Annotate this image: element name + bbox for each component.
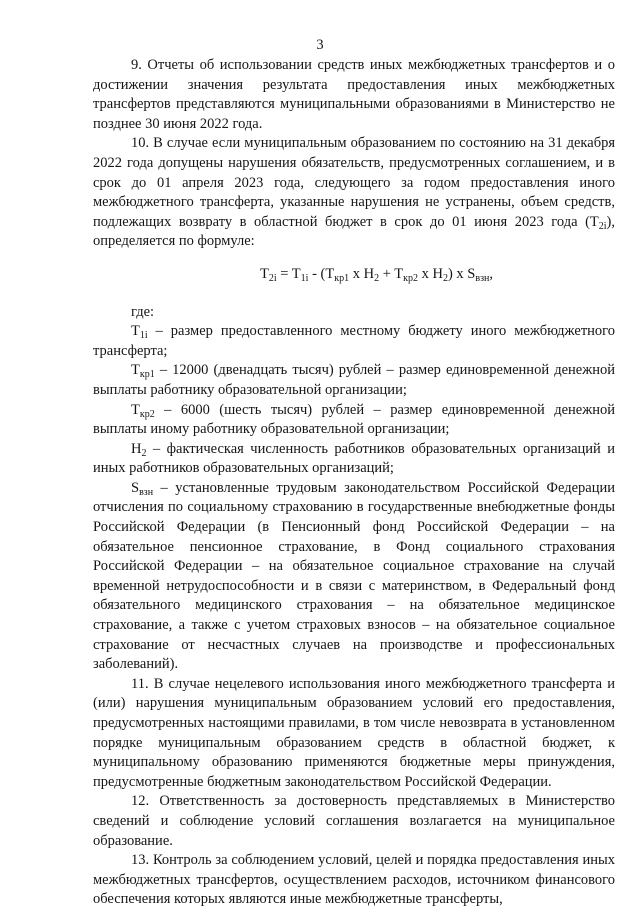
document-body [93,56,615,910]
definition-t1: $T_{1i}$ – размер предоставленного местному бюджету иного межбюджетного трансферта; [93,323,615,359]
paragraph-13: 13. Контроль за соблюдением условий, целей и порядка предоставления иных межбюджетных трансфертов, осуществлением расходов, источником финансового обеспечения которых являются иные межбюджетные трансферты, [93,852,615,908]
paragraph-10-subscript: 2i [598,220,607,232]
paragraph-10-end: ), определяется по формуле: [93,213,615,250]
definition-svzn: $S_{взн}$ – установленные трудовым законодательством Российской Федерации отчисления по социальному страхованию в государственные внебюджетные фонды Российской Федерации (в Пенсионный фонд Российской Федерации – на обязательное пенсионное страхование, в Фонд социального страхования Российской Федерации – на обязательное социальное страхование на случай временной нетрудоспособности и в связи с материнством, в Федеральный фонд обязательного медицинского страхования – на обязательное медицинское страхование, а также с учетом страховых взносов – на обязательное социальное страхование от несчастных случаев на производстве и профессиональных заболеваний). [93,479,615,673]
page-number: 3 [316,37,324,53]
definition-tkr2: $T_{кр2} - 6000$ (шесть тысяч) рублей – размер единовременной денежной выплаты иному работнику образовательной организации; [93,401,615,438]
paragraph-10-text: 10. В случае если муниципальным образованием по состоянию на 31 декабря 2022 года допущены нарушения обязательств, предусмотренных соглашением, и в срок до 01 апреля 2023 года, следующего за годом предоставления иного межбюджетного трансферта, указанные нарушения не устранены, объем средств, подлежащих возврату в областной бюджет в срок до 01 июня 2023 года (T [93,135,615,230]
formula: $T_{2i} = T_{1i} - (T_{кр1}$ x $H_2 + T_{кр2}$ x $H_2$) x $S_{взн}$, [260,265,493,284]
paragraph-9: 9. Отчеты об использовании средств иных межбюджетных трансфертов и о достижении значения результата предоставления иных межбюджетных трансфертов представляются муниципальными образованиями в Министерство не позднее 30 июня 2022 года. [93,57,615,132]
definition-tkr1: $T_{кр1} - 12000$ (двенадцать тысяч) рублей – размер единовременной денежной выплаты работнику образовательной организации; [93,362,615,398]
paragraph-12: 12. Ответственность за достоверность представляемых в Министерство сведений и соблюдение условий соглашения возлагается на муниципальное образование. [93,793,615,849]
paragraph-10 [93,134,615,252]
where-label: где: [131,303,155,320]
paragraph-11: 11. В случае нецелевого использования иного межбюджетного трансферта и (или) нарушения муниципальным образованием условий его предоставления, предусмотренных настоящими правилами, в том числе невозврата в установленном порядке муниципальным образованием средств в областной бюджет, к муниципальному образованию применяются бюджетные меры принуждения, предусмотренные бюджетным законодательством Российской Федерации. [93,675,615,790]
definition-h2: $H_2$ – фактическая численность работников образовательных организаций и иных работников образовательных организаций; [93,440,615,477]
